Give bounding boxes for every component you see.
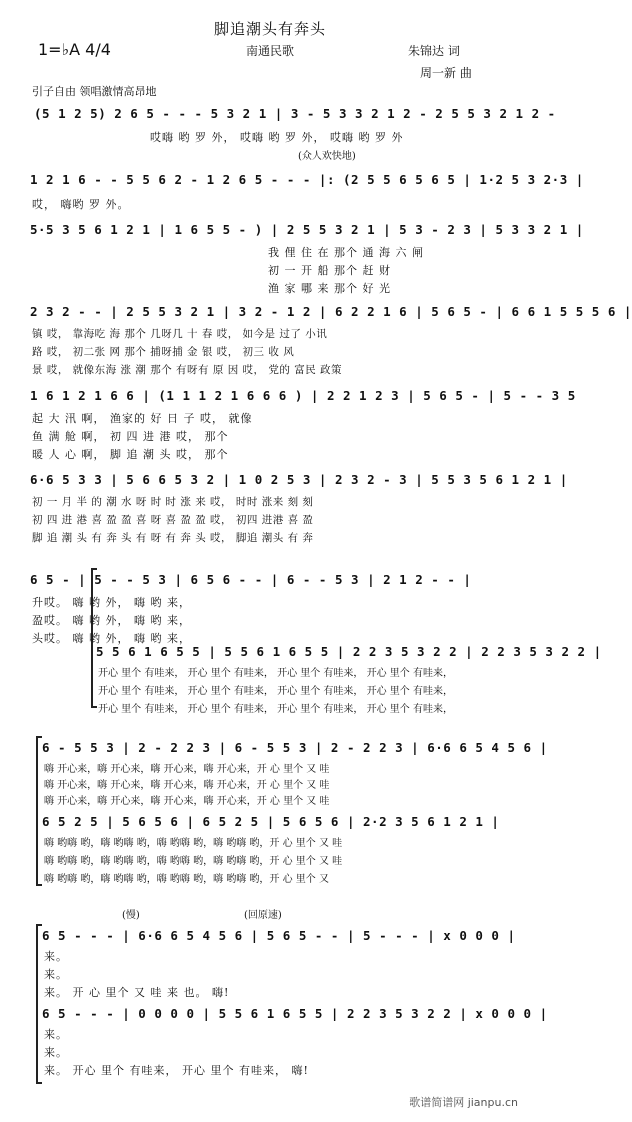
part-brace	[36, 736, 38, 886]
composer-credit: 周一新 曲	[420, 66, 472, 80]
notation-line: (5 1 2 5) 2 6 5 - - - 5 3 2 1 | 3 - 5 3 3 2 1 2 - 2 5 5 3 2 1 2 -	[34, 106, 556, 121]
tempo-change: (慢)	[122, 910, 140, 921]
lyric-line: 初 一 开 船 那个 赶 财	[268, 264, 391, 277]
lyric-line: 初 四 进 港 喜 盈 盈 喜 呀 喜 盈 盈 哎， 初四 进港 喜 盈	[32, 514, 314, 526]
watermark: 歌谱简谱网 jianpu.cn	[409, 1096, 518, 1109]
notation-line: 2 3 2 - - | 2 5 5 3 2 1 | 3 2 - 1 2 | 6 2 2 1 6 | 5 6 5 - | 6 6 1 5 5 5 6 |	[30, 304, 632, 319]
lyric-line: 开心 里个 有哇来， 开心 里个 有哇来， 开心 里个 有哇来， 开心 里个 有哇来，	[98, 668, 453, 679]
notation-line: 6 5 - - - | 6·6 6 5 4 5 6 | 5 6 5 - - | 5 - - - | x 0 0 0 |	[42, 928, 516, 943]
song-subtitle: 南通民歌	[245, 44, 294, 58]
lyric-line: 鱼 满 舱 啊， 初 四 进 港 哎， 那个	[32, 430, 229, 443]
lyric-line: 暖 人 心 啊， 脚 追 潮 头 哎， 那个	[32, 448, 229, 461]
notation-line: 6 5 - - - | 0 0 0 0 | 5 5 6 1 6 5 5 | 2 2 3 5 3 2 2 | x 0 0 0 |	[42, 1006, 548, 1021]
lyric-line: 脚 追 潮 头 有 奔 头 有 呀 有 奔 头 哎， 脚追 潮头 有 奔	[32, 532, 314, 544]
lyric-line: 景 哎， 就像东海 涨 潮 那个 有呀有 原 因 哎， 党的 富民 政策	[32, 364, 343, 376]
lyric-line: 来。 开心 里个 有哇来， 开心 里个 有哇来， 嗨!	[44, 1064, 309, 1077]
lyric-line: 来。	[44, 1046, 68, 1059]
notation-line: 1 2 1 6 - - 5 5 6 2 - 1 2 6 5 - - - |: (2 5 5 6 5 6 5 | 1·2 5 3 2·3 |	[30, 172, 584, 187]
notation-line: 5 5 6 1 6 5 5 | 5 5 6 1 6 5 5 | 2 2 3 5 3 2 2 | 2 2 3 5 3 2 2 |	[96, 644, 602, 659]
tempo-change: (回原速)	[244, 910, 282, 921]
lyric-line: 哎嗨 哟 罗 外， 哎嗨 哟 罗 外， 哎嗨 哟 罗 外	[150, 131, 404, 144]
lyric-line: 盈哎。 嗨 哟 外， 嗨 哟 来，	[32, 614, 191, 627]
lyric-line: 来。	[44, 1028, 68, 1041]
part-brace	[36, 924, 38, 1084]
lyric-line: 来。	[44, 968, 68, 981]
lyric-line: 头哎。 嗨 哟 外， 嗨 哟 来，	[32, 632, 191, 645]
lyric-line: 开心 里个 有哇来， 开心 里个 有哇来， 开心 里个 有哇来， 开心 里个 有哇来，	[98, 704, 453, 715]
key-signature: 1=♭A 4/4	[38, 40, 111, 59]
lyric-line: 来。 开 心 里个 又 哇 来 也。 嗨!	[44, 986, 230, 999]
lyric-line: 嗨 开心来，嗨 开心来，嗨 开心来，嗨 开心来，开 心 里个 又 哇	[44, 764, 330, 775]
lyric-line: 我 俚 住 在 那个 通 海 六 闸	[268, 246, 424, 259]
lyric-line: 开心 里个 有哇来， 开心 里个 有哇来， 开心 里个 有哇来， 开心 里个 有哇来，	[98, 686, 453, 697]
lyric-line: 升哎。 嗨 哟 外， 嗨 哟 来，	[32, 596, 191, 609]
lyric-line: 哎， 嗨哟 罗 外。	[32, 198, 130, 211]
tempo-marking: 引子自由 领唱激情高昂地	[32, 85, 157, 98]
notation-line: 6 - 5 5 3 | 2 - 2 2 3 | 6 - 5 5 3 | 2 - 2 2 3 | 6·6 6 5 4 5 6 |	[42, 740, 548, 755]
lyricist-credit: 朱锦达 词	[408, 44, 460, 58]
lyric-line: 来。	[44, 950, 68, 963]
lyric-line: 起 大 汛 啊， 渔家的 好 日 子 哎， 就像	[32, 412, 253, 425]
lyric-line: 镇 哎， 靠海吃 海 那个 几呀几 十 春 哎， 如今是 过了 小讯	[32, 328, 328, 340]
lyric-line: 嗨 哟嗨 哟，嗨 哟嗨 哟，嗨 哟嗨 哟，嗨 哟嗨 哟，开 心 里个 又 哇	[44, 838, 343, 849]
performance-note: (众人欢快地)	[298, 151, 356, 162]
lyric-line: 路 哎， 初二张 网 那个 捕呀捕 金 银 哎， 初三 收 风	[32, 346, 295, 358]
notation-line: 6 5 2 5 | 5 6 5 6 | 6 5 2 5 | 5 6 5 6 | 2·2 3 5 6 1 2 1 |	[42, 814, 500, 829]
notation-line: 6 5 - | 5 - - 5 3 | 6 5 6 - - | 6 - - 5 3 | 2 1 2 - - |	[30, 572, 472, 587]
notation-line: 5·5 3 5 6 1 2 1 | 1 6 5 5 - ) | 2 5 5 3 2 1 | 5 3 - 2 3 | 5 3 3 2 1 |	[30, 222, 584, 237]
lyric-line: 嗨 开心来，嗨 开心来，嗨 开心来，嗨 开心来，开 心 里个 又 哇	[44, 780, 330, 791]
lyric-line: 嗨 哟嗨 哟，嗨 哟嗨 哟，嗨 哟嗨 哟，嗨 哟嗨 哟，开 心 里个 又	[44, 874, 329, 885]
lyric-line: 初 一 月 半 的 潮 水 呀 时 时 涨 来 哎， 时时 涨来 刻 刻	[32, 496, 314, 508]
lyric-line: 嗨 开心来，嗨 开心来，嗨 开心来，嗨 开心来，开 心 里个 又 哇	[44, 796, 330, 807]
song-title: 脚追潮头有奔头	[213, 20, 326, 38]
notation-line: 1 6 1 2 1 6 6 | (1 1 1 2 1 6 6 6 ) | 2 2 1 2 3 | 5 6 5 - | 5 - - 3 5	[30, 388, 576, 403]
lyric-line: 嗨 哟嗨 哟，嗨 哟嗨 哟，嗨 哟嗨 哟，嗨 哟嗨 哟，开 心 里个 又 哇	[44, 856, 343, 867]
lyric-line: 渔 家 哪 来 那个 好 光	[268, 282, 391, 295]
notation-line: 6·6 5 3 3 | 5 6 6 5 3 2 | 1 0 2 5 3 | 2 3 2 - 3 | 5 5 3 5 6 1 2 1 |	[30, 472, 568, 487]
